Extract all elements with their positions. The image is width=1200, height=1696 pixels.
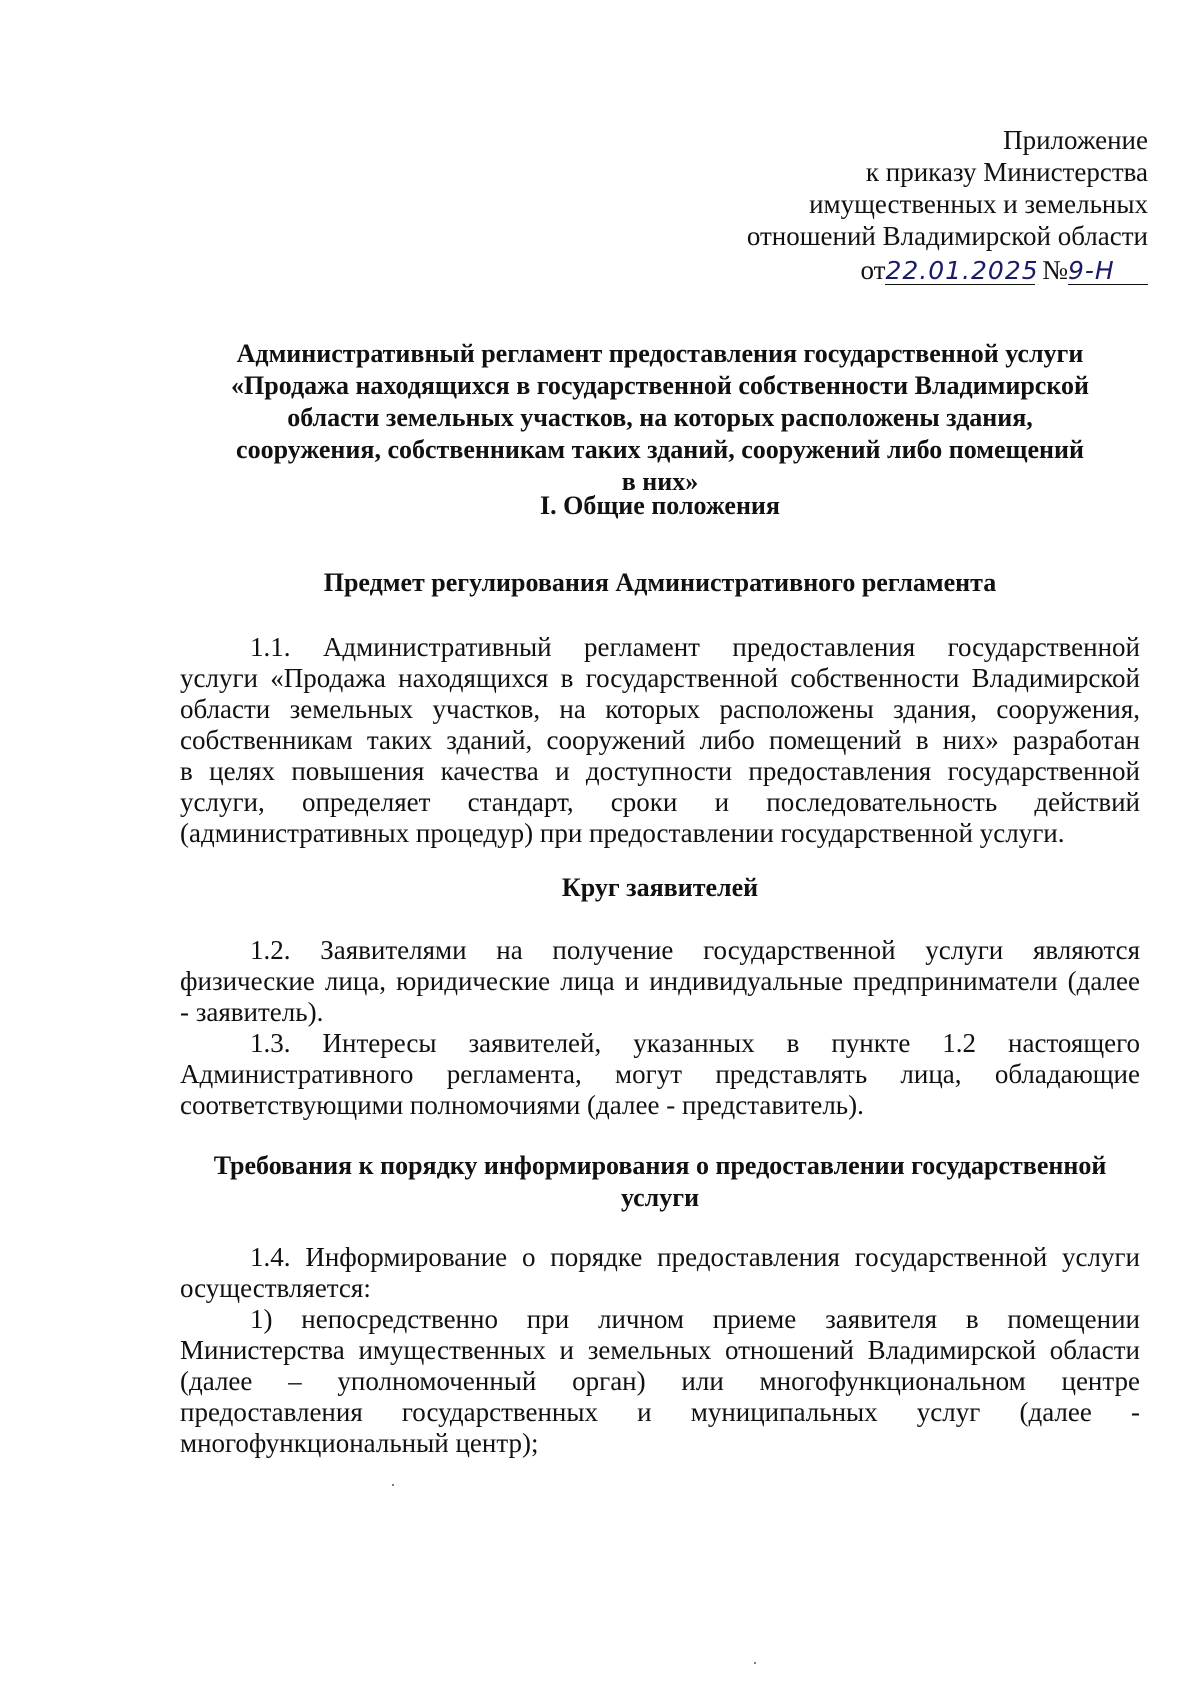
paragraph-line: физические лица, юридические лица и индивидуальные предприниматели (далее [180, 966, 1140, 996]
title-line-2: «Продажа находящихся в государственной собственности Владимирской [231, 371, 1089, 400]
paragraph-line: 1.4. Информирование о порядке предоставления государственной услуги [250, 1242, 1140, 1272]
paragraph-line: собственникам таких зданий, сооружений либо помещений в них» разработан [180, 725, 1140, 755]
paragraph-line: услуги «Продажа находящихся в государственной собственности Владимирской [180, 663, 1140, 693]
paragraph-1-4 [180, 1242, 1140, 1304]
paragraph-line: в целях повышения качества и доступности предоставления государственной [180, 756, 1140, 786]
paragraph-line: - заявитель). [180, 997, 324, 1027]
paragraph-line: соответствующими полномочиями (далее - представитель). [180, 1090, 864, 1120]
paragraph-line: услуги, определяет стандарт, сроки и последовательность действий [180, 787, 1140, 817]
list-item-1 [180, 1304, 1140, 1459]
appendix-block [588, 124, 1148, 286]
paragraph-line: 1.3. Интересы заявителей, указанных в пункте 1.2 настоящего [250, 1028, 1140, 1058]
paragraph-line: (далее – уполномоченный орган) или многофункциональном центре [180, 1366, 1140, 1396]
scan-speck [392, 1484, 394, 1486]
paragraph-line: 1) непосредственно при личном приеме заявителя в помещении [250, 1304, 1140, 1334]
title-line-1: Административный регламент предоставления государственной услуги [236, 339, 1084, 368]
date-field [885, 256, 1039, 285]
subheading-applicants-text: Круг заявителей [561, 873, 759, 902]
handwritten-date: 22.01.2025 [885, 256, 1039, 285]
subheading-informing [180, 1150, 1140, 1214]
subheading-subject [180, 567, 1140, 599]
document-title [180, 338, 1140, 498]
scan-speck [754, 1662, 756, 1664]
paragraph-line: 1.2. Заявителями на получение государственной услуги являются [250, 935, 1140, 965]
appendix-line-4: отношений Владимирской области [746, 221, 1148, 251]
section-heading-text: I. Общие положения [540, 491, 780, 520]
paragraph-line: предоставления государственных и муниципальных услуг (далее - [180, 1397, 1140, 1427]
paragraph-line: многофункциональный центр); [180, 1428, 539, 1458]
subheading-informing-line-2: услуги [620, 1183, 700, 1212]
from-label: от [860, 255, 886, 285]
title-line-5: в них» [621, 467, 699, 496]
title-line-4: сооружения, собственникам таких зданий, сооружений либо помещений [236, 435, 1084, 464]
subheading-informing-line-1: Требования к порядку информирования о предоставлении государственной [213, 1151, 1107, 1180]
paragraph-line: Министерства имущественных и земельных отношений Владимирской области [180, 1335, 1140, 1365]
subheading-subject-text: Предмет регулирования Административного регламента [323, 568, 997, 597]
paragraph-1-3 [180, 1028, 1140, 1121]
paragraph-line: Административного регламента, могут представлять лица, обладающие [180, 1059, 1140, 1089]
appendix-line-1: Приложение [1003, 125, 1148, 155]
appendix-line-3: имущественных и земельных [809, 189, 1148, 219]
subheading-applicants [180, 872, 1140, 904]
paragraph-line: осуществляется: [180, 1273, 371, 1303]
title-line-3: области земельных участков, на которых расположены здания, [287, 403, 1033, 432]
section-heading-general [180, 490, 1140, 522]
number-label: № [1042, 255, 1068, 285]
paragraph-line: (административных процедур) при предоставлении государственной услуги. [180, 818, 1065, 848]
paragraph-line: 1.1. Административный регламент предоставления государственной [250, 632, 1140, 662]
paragraph-line: области земельных участков, на которых расположены здания, сооружения, [180, 694, 1140, 724]
appendix-line-2: к приказу Министерства [865, 157, 1148, 187]
number-field [1068, 257, 1148, 285]
handwritten-number: 9-Н [1068, 256, 1115, 285]
paragraph-1-2 [180, 935, 1140, 1028]
appendix-date-number [588, 254, 1148, 286]
paragraph-1-1 [180, 632, 1140, 849]
